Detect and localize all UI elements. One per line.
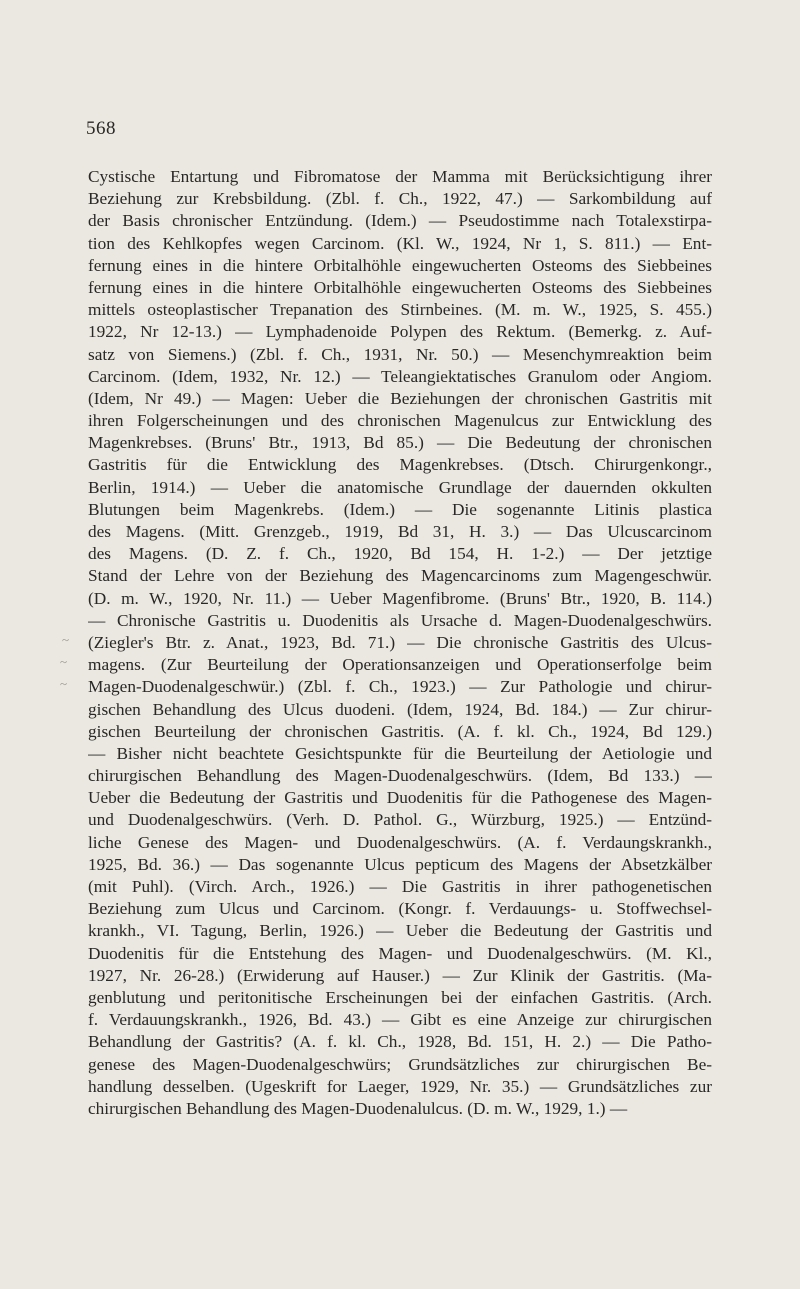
text-line: satz von Siemens.) (Zbl. f. Ch., 1931, Nr. 50.) — Mesenchymreaktion beim	[88, 344, 712, 364]
text-line: Magenkrebses. (Bruns' Btr., 1913, Bd 85.) — Die Bedeutung der chronischen	[88, 433, 712, 453]
page-number: 568	[86, 118, 116, 139]
text-line: handlung desselben. (Ugeskrift for Laeger, 1929, Nr. 35.) — Grundsätzliches zur	[88, 1076, 712, 1096]
text-line: Berlin, 1914.) — Ueber die anatomische Grundlage der dauernden okkulten	[88, 477, 712, 497]
text-line: der Basis chronischer Entzündung. (Idem.) — Pseudostimme nach Totalexstirpa-	[88, 211, 712, 231]
text-line: 1922, Nr 12-13.) — Lymphadenoide Polypen des Rektum. (Bemerkg. z. Auf-	[88, 322, 712, 342]
text-line: Beziehung zur Krebsbildung. (Zbl. f. Ch., 1922, 47.) — Sarkombildung auf	[88, 189, 712, 209]
text-line: gischen Beurteilung der chronischen Gastritis. (A. f. kl. Ch., 1924, Bd 129.)	[88, 721, 712, 741]
margin-pencil-mark: ~	[60, 676, 68, 691]
text-line: genese des Magen-Duodenalgeschwürs; Grundsätzliches zur chirurgischen Be-	[88, 1054, 712, 1074]
text-line: genblutung und peritonitische Erscheinungen bei der einfachen Gastritis. (Arch.	[88, 987, 712, 1007]
text-line: (Idem, Nr 49.) — Magen: Ueber die Beziehungen der chronischen Gastritis mit	[88, 388, 712, 408]
text-line: Carcinom. (Idem, 1932, Nr. 12.) — Teleangiektatisches Granulom oder Angiom.	[88, 366, 712, 386]
text-line: fernung eines in die hintere Orbitalhöhle eingewucherten Osteoms des Siebbeines	[88, 277, 712, 297]
text-line: fernung eines in die hintere Orbitalhöhle eingewucherten Osteoms des Siebbeines	[88, 255, 712, 275]
text-line: (mit Puhl). (Virch. Arch., 1926.) — Die Gastritis in ihrer pathogenetischen	[88, 877, 712, 896]
text-line: magens. (Zur Beurteilung der Operationsanzeigen und Operationserfolge beim	[88, 655, 712, 675]
text-line: chirurgischen Behandlung des Magen-Duodenalgeschwürs. (Idem, Bd 133.) —	[88, 766, 712, 786]
text-line: und Duodenalgeschwürs. (Verh. D. Pathol. G., Würzburg, 1925.) — Entzünd-	[88, 810, 712, 830]
margin-pencil-mark: ~	[60, 654, 68, 669]
text-line: tion des Kehlkopfes wegen Carcinom. (Kl. W., 1924, Nr 1, S. 811.) — Ent-	[88, 233, 712, 253]
text-line: Blutungen beim Magenkrebs. (Idem.) — Die sogenannte Litinis plastica	[88, 499, 712, 519]
text-line: 1927, Nr. 26-28.) (Erwiderung auf Hauser.) — Zur Klinik der Gastritis. (Ma-	[88, 965, 712, 985]
text-line: (Ziegler's Btr. z. Anat., 1923, Bd. 71.) — Die chronische Gastritis des Ulcus-	[88, 632, 712, 652]
text-line: Magen-Duodenalgeschwür.) (Zbl. f. Ch., 1923.) — Zur Pathologie und chirur-	[88, 677, 712, 697]
text-line: mittels osteoplastischer Trepanation des Stirnbeines. (M. m. W., 1925, S. 455.)	[88, 300, 712, 320]
margin-pencil-mark: ~	[62, 632, 70, 647]
text-line: ihren Folgerscheinungen und des chronischen Magenulcus zur Entwicklung des	[88, 411, 712, 431]
text-line: Behandlung der Gastritis? (A. f. kl. Ch., 1928, Bd. 151, H. 2.) — Die Patho-	[88, 1032, 712, 1052]
text-line: Stand der Lehre von der Beziehung des Magencarcinoms zum Magengeschwür.	[88, 566, 712, 586]
text-line: liche Genese des Magen- und Duodenalgeschwürs. (A. f. Verdaungskrankh.,	[88, 832, 712, 852]
text-line: krankh., VI. Tagung, Berlin, 1926.) — Ueber die Bedeutung der Gastritis und	[88, 921, 712, 941]
text-line: des Magens. (D. Z. f. Ch., 1920, Bd 154, H. 1-2.) — Der jetztige	[88, 544, 712, 564]
text-line: Beziehung zum Ulcus und Carcinom. (Kongr. f. Verdauungs- u. Stoffwechsel-	[88, 899, 712, 919]
text-line: 1925, Bd. 36.) — Das sogenannte Ulcus pepticum des Magens der Absetzkälber	[88, 854, 712, 874]
body-text	[88, 166, 712, 1120]
text-line: — Chronische Gastritis u. Duodenitis als Ursache d. Magen-Duodenalgeschwürs.	[88, 610, 712, 630]
text-line: des Magens. (Mitt. Grenzgeb., 1919, Bd 31, H. 3.) — Das Ulcuscarcinom	[88, 522, 712, 541]
text-line: Gastritis für die Entwicklung des Magenkrebses. (Dtsch. Chirurgenkongr.,	[88, 455, 712, 475]
text-line: chirurgischen Behandlung des Magen-Duodenalulcus. (D. m. W., 1929, 1.) —	[88, 1098, 628, 1118]
text-line: Cystische Entartung und Fibromatose der Mamma mit Berücksichtigung ihrer	[88, 167, 712, 186]
text-line: — Bisher nicht beachtete Gesichtspunkte für die Beurteilung der Aetiologie und	[88, 743, 712, 763]
text-line: Ueber die Bedeutung der Gastritis und Duodenitis für die Pathogenese des Magen-	[88, 788, 712, 808]
text-line: Duodenitis für die Entstehung des Magen- und Duodenalgeschwürs. (M. Kl.,	[88, 943, 712, 963]
text-line: (D. m. W., 1920, Nr. 11.) — Ueber Magenfibrome. (Bruns' Btr., 1920, B. 114.)	[88, 588, 712, 608]
text-line: f. Verdauungskrankh., 1926, Bd. 43.) — Gibt es eine Anzeige zur chirurgischen	[88, 1010, 712, 1030]
text-line: gischen Behandlung des Ulcus duodeni. (Idem, 1924, Bd. 184.) — Zur chirur-	[88, 699, 712, 719]
